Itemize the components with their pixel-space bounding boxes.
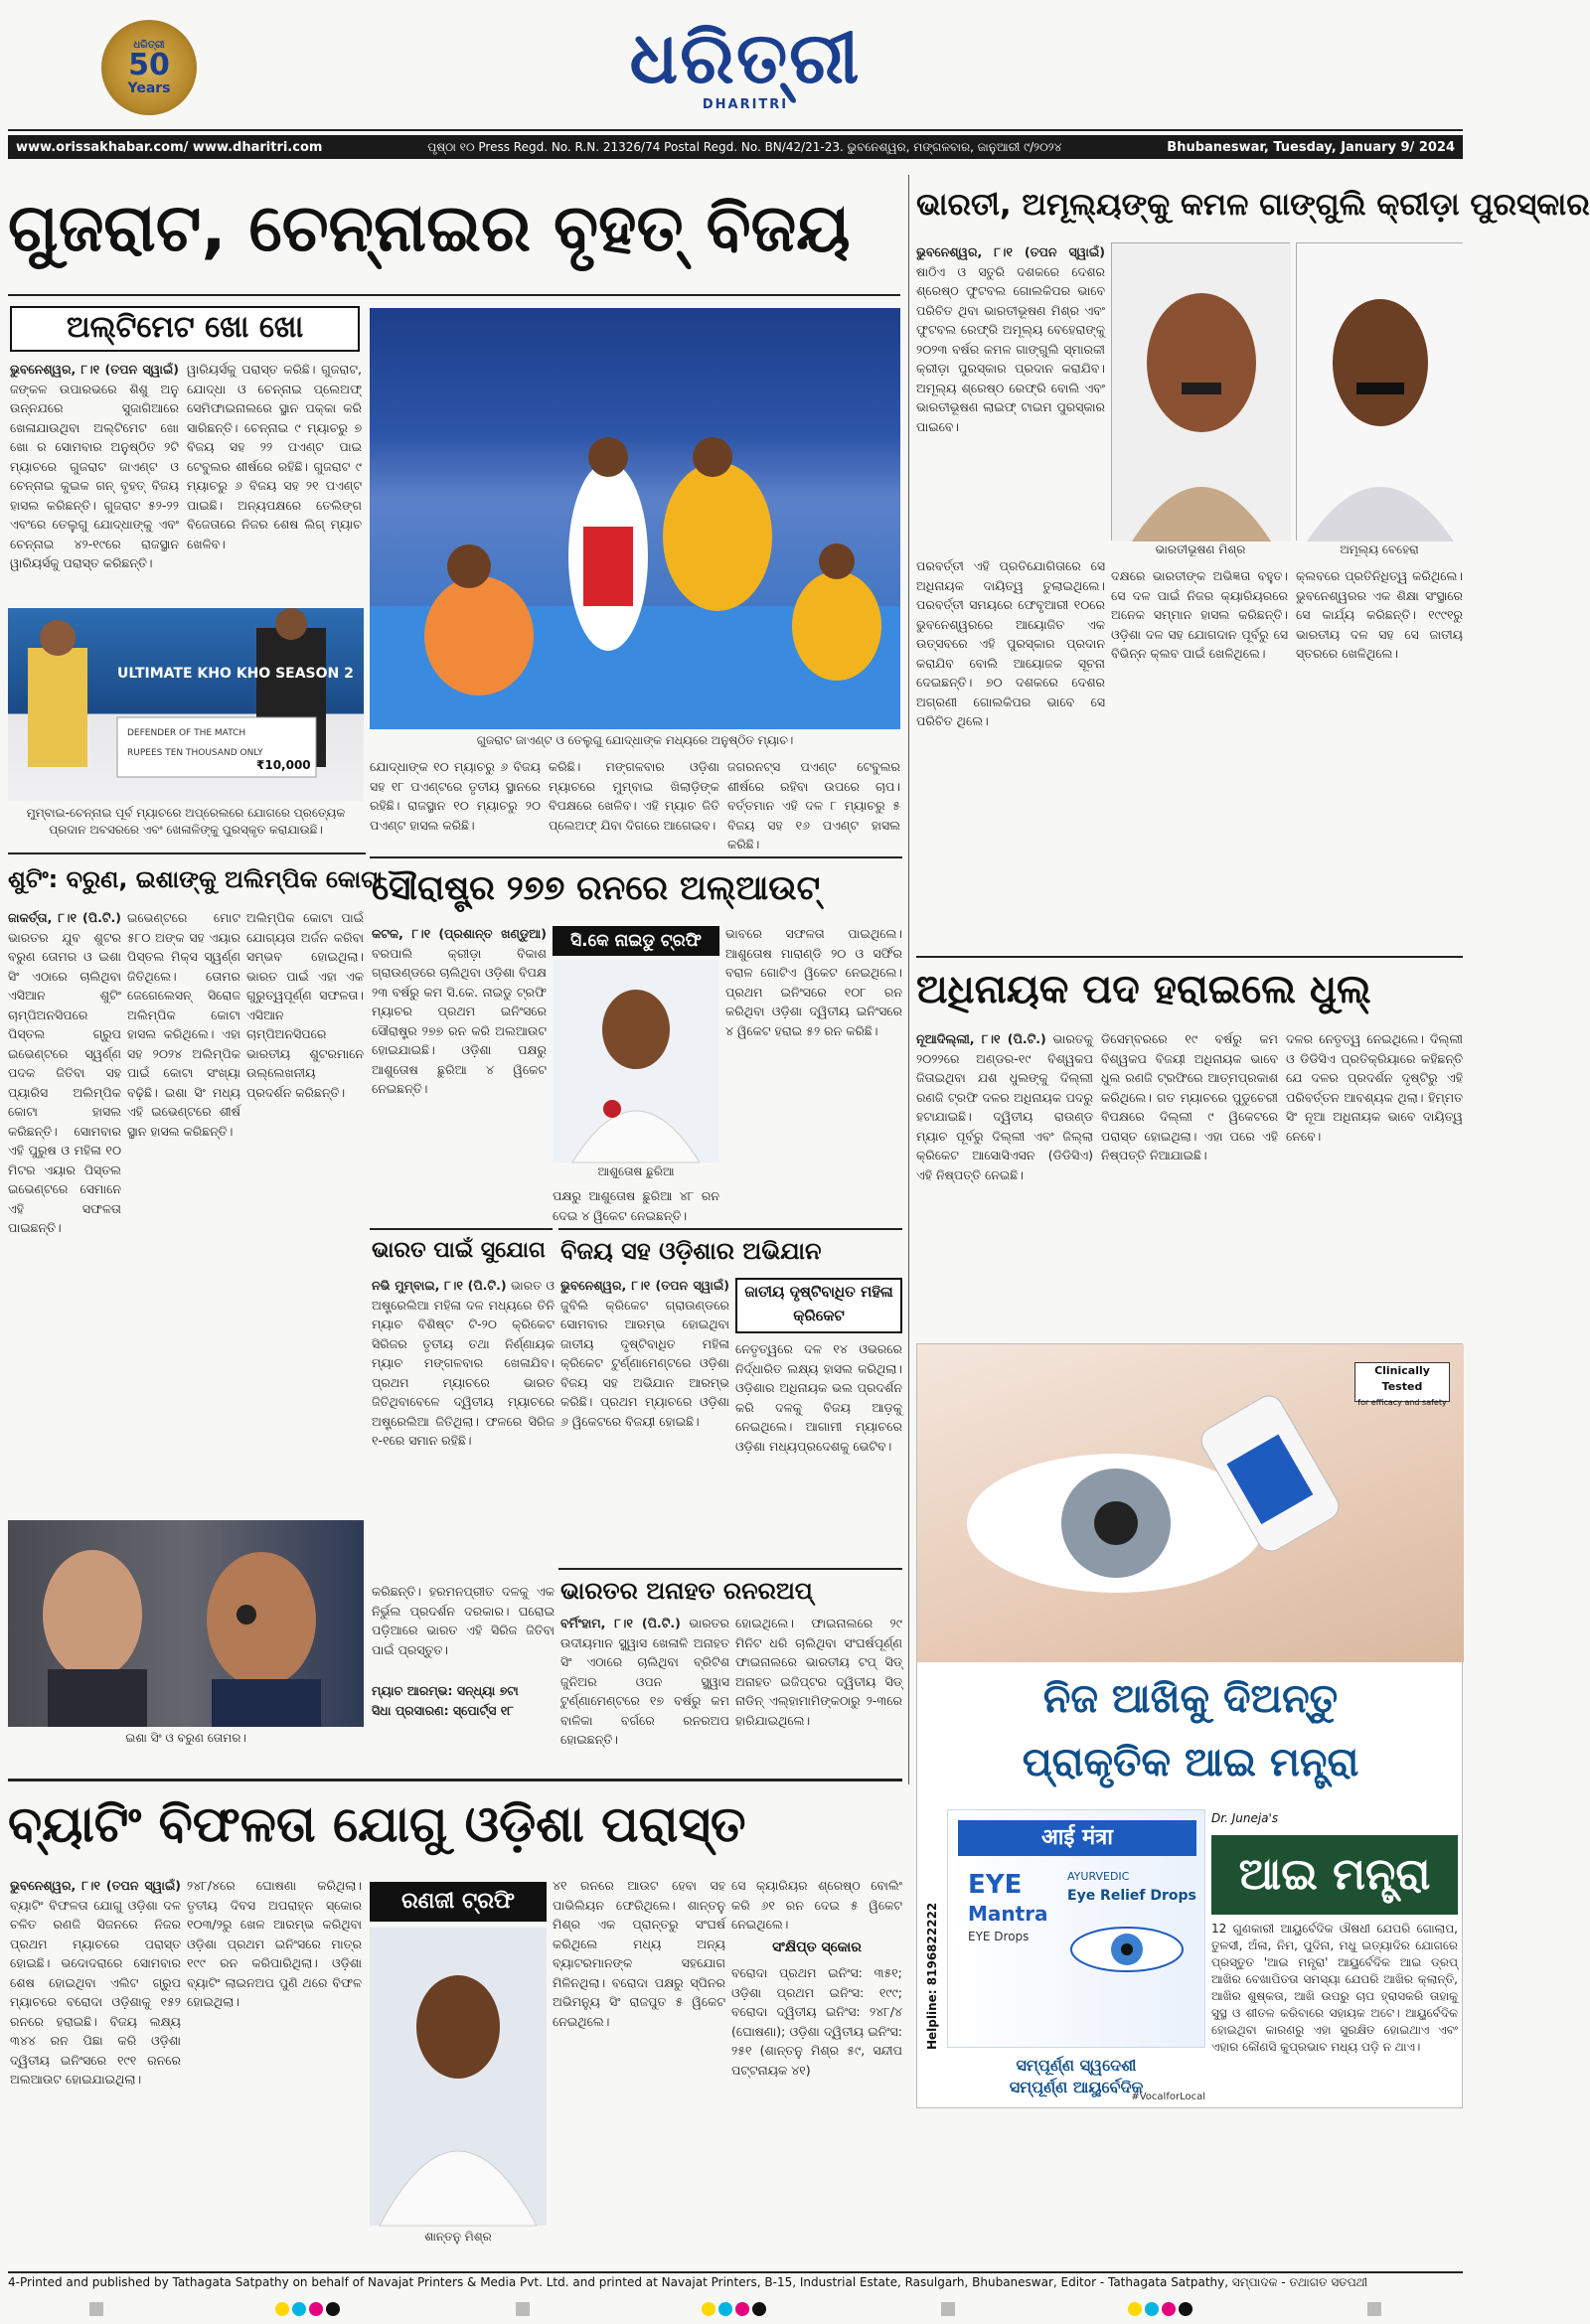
ad-hashtag: #VocalforLocal: [1131, 2092, 1205, 2102]
story2-col1: [916, 242, 1105, 550]
story9-col3: ୪୧ ରନରେ ଆଉଟ ହେବା ସହ ପାଭିଲିୟନ ଫେରିଥିଲେ। ଶାନ୍ତନୁ ମିଶ୍ର ଏକ ପ୍ରାନ୍ତରୁ ସଂଘର୍ଷ କରିଥିଲେ ମଧ୍ୟ ଅନ୍ୟ ବ୍ୟାଟରମାନଙ୍କ ସହଯୋଗ ମିଳିନଥିଲା। ବରୋଦା ପକ୍ଷରୁ ସ୍ପିନର ଅଭିମନ୍ୟୁ ସିଂ ରାଜପୁତ ୫ ୱିକେଟ ନେଇଥିଲେ।: [553, 1878, 725, 2029]
ad-helpline: Helpline: 8196822222: [925, 1902, 939, 2050]
ad-clinical-badge: [1354, 1362, 1450, 1407]
reg-mark-6: [1128, 2301, 1195, 2320]
story3-col3: ଅଲିମ୍ପିକ କୋଟା ପାଇଁ ଯୋଗ୍ୟତା ଅର୍ଜନ କରିବା ସମ୍ଭବ ହୋଇଥିଲା। ଭାରତ ପାଇଁ ଏହା ଏକ ଗୁରୁତ୍ୱପୂର୍ଣ୍ଣ ସଫଳତା। ଏସିଆନ ଚାମ୍ପିଅନସିପରେ ଭାରତୀୟ ଶୁଟରମାନେ ଉଲ୍ଲେଖନୀୟ ପ୍ରଦର୍ଶନ କରିଛନ୍ତି।: [246, 910, 364, 1100]
registration-marks: [89, 2301, 1381, 2319]
ad-footer1: ସମ୍ପୂର୍ଣ୍ଣ ସ୍ୱଦେଶୀ: [1016, 2056, 1137, 2075]
folio-date: Bhubaneswar, Tuesday, January 9/ 2024: [1167, 139, 1455, 155]
story9-photo: [370, 1928, 547, 2226]
story8-rule: [916, 956, 1463, 958]
story2-photo2: [1296, 242, 1463, 541]
story4-col1-text: ବରପାଲି କ୍ରୀଡ଼ା ବିକାଶ ଗ୍ରାଉଣ୍ଡରେ ଚାଲିଥିବା ଓଡ଼ିଶା ବିପକ୍ଷ ୨୩ ବର୍ଷରୁ କମ ସି.କେ. ନାଇଡୁ ଟ୍ରଫି ମ୍ୟାଚର ପ୍ରଥମ ଇନିଂସରେ ସୌରାଷ୍ଟ୍ର ୨୭୭ ରନ କରି ଅଲଆଉଟ ହୋଇଯାଇଛି। ଓଡ଼ିଶା ପକ୍ଷରୁ ଆଶୁତୋଷ ଛୁରିଆ ୪ ୱିକେଟ ନେଇଛନ୍ତି।: [372, 945, 547, 1096]
inset-cheque: RUPEES TEN THOUSAND ONLY: [127, 748, 263, 758]
story9-col1-text: ବ୍ୟାଟିଂ ବିଫଳତା ଯୋଗୁ ଓଡ଼ିଶା ଦଳ ଚଳିତ ରଣଜି ସିଜନରେ ନିଜର ପ୍ରଥମ ମ୍ୟାଚରେ ପରାସ୍ତ ହୋଇଛି। ଭଦୋଦରାରେ ସୋମବାର ଶେଷ ହୋଇଥିବା ଏଲିଟ ଗ୍ରୁପ ମ୍ୟାଚରେ ବରୋଦା ଓଡ଼ିଶାକୁ ୧୫୨ ରନରେ ହରାଇଛି। ବିଜୟ ଲକ୍ଷ୍ୟ ୩୪୪ ରନ ପିଛା କରି ଓଡ଼ିଶା ଦ୍ୱିତୀୟ ଇନିଂସରେ ୧୯୧ ରନରେ ଅଲଆଉଟ ହୋଇଯାଇଥିଲା।: [10, 1897, 181, 2087]
story5-col2: କରିଛନ୍ତି। ହରମନପ୍ରୀତ ଦଳକୁ ଏକ ନିର୍ଭୁଲ ପ୍ରଦର୍ଶନ ଦରକାର। ଘରୋଇ ପଡ଼ିଆରେ ଭାରତ ଏହି ସିରିଜ ଜିତିବା ପାଇଁ ପ୍ରସ୍ତୁତ।: [372, 1584, 555, 1657]
kho-kho-action: [370, 308, 900, 729]
story2-col2: ପରବର୍ତ୍ତୀ ଏହି ପ୍ରତିଯୋଗିତାରେ ସେ ଅଧିନାୟକ ଦାୟିତ୍ୱ ତୁଲାଇଥିଲେ। ପରବର୍ତ୍ତୀ ସମୟରେ ଫେବୃଆରୀ ୧୦ରେ ଭୁବନେଶ୍ୱରରେ ଆୟୋଜିତ ଏକ ଉତ୍ସବରେ ଏହି ପୁରସ୍କାର ପ୍ରଦାନ କରାଯିବ ବୋଲି ଆୟୋଜକ ସୂଚନା ଦେଇଛନ୍ତି। ୭୦ ଦଶକରେ ଦେଶର ଅଗ୍ରଣୀ ଗୋଲକିପର ଭାବେ ସେ ପରିଚିତ ଥିଲେ।: [916, 558, 1105, 728]
story1-inset-photo: [8, 608, 364, 801]
story2-dateline: ଭୁବନେଶ୍ୱର, ୮।୧ (ତପନ ସ୍ୱାଇଁ): [916, 244, 1105, 259]
folio-center: ପୃଷ୍ଠା ୧୦ Press Regd. No. R.N. 21326/74 Postal Regd. No. BN/42/21-23. ଭୁବନେଶ୍ୱର, ମଙ୍ଗଳବାର, ଜାନୁଆରୀ ୯/୨୦୨୪: [427, 139, 1062, 154]
reg-mark-1: [89, 2301, 103, 2320]
story2-photo2-caption: ଅମୂଲ୍ୟ ବେହେରା: [1340, 542, 1419, 556]
story4-photo: [553, 960, 719, 1162]
story4-photo-caption: ଆଶୁତୋଷ ଛୁରିଆ: [597, 1164, 675, 1178]
story5-info2: ସିଧା ପ୍ରସାରଣ: ସ୍ପୋର୍ଟ୍ସ ୧୮: [372, 1703, 514, 1718]
story1-rule: [8, 294, 900, 296]
story4-rule: [370, 856, 902, 858]
ad-tagline1: ନିଜ ଆଖିକୁ ଦିଅନ୍ତୁ: [1042, 1676, 1339, 1722]
story7-headline: ଭାରତର ଅନାହତ ରନରଅପ୍: [560, 1577, 813, 1605]
story1-below-col3: ଜଗରନଟ୍ସ ପଏଣ୍ଟ ଟେବୁଲର ଶୀର୍ଷରେ ରହିବା ଉପରେ ଚାପ। ବର୍ତ୍ତମାନ ଏହି ଦଳ ୮ ମ୍ୟାଚରୁ ୫ ବିଜୟ ସହ ୧୬ ପଏଣ୍ଟ ହାସଲ କରିଛି।: [727, 759, 900, 852]
story7-col2: ହୋଇଥିଲେ। ଫାଇନାଲରେ ୨୯ ମିନିଟ ଧରି ଚାଲିଥିବା ସଂଘର୍ଷପୂର୍ଣ୍ଣ ଫାଇନାଲରେ ଭାରତୀୟ ଟପ୍ ସିଡ୍ ଅନାହତ ଇଜିପ୍ଟର ଦ୍ୱିତୀୟ ସିଡ୍ ନାଡିନ୍ ଏଲ୍‌ହାମାମିଙ୍କଠାରୁ ୨-୩ରେ ହାରିଯାଇଥିଲେ।: [735, 1616, 902, 1728]
story9-score-title: ସଂକ୍ଷିପ୍ତ ସ୍କୋର: [772, 1939, 862, 1955]
story1-below-col2: କରିଛି। ମଙ୍ଗଳବାର ଓଡ଼ିଶା ମ୍ୟାଚରେ ମୁମ୍ବାଇ ଖିଲାଡ଼ିଙ୍କ ବିପକ୍ଷରେ ଖେଳିବ। ଏହି ମ୍ୟାଚ ଜିତି ପ୍ଲେଅଫ୍ ଯିବା ଦିଗରେ ଆଗେଇବ।: [549, 759, 719, 833]
story3-photo: [8, 1520, 364, 1727]
masthead-latin: DHARITRI: [702, 97, 789, 112]
story2-col1-text: ଷାଠିଏ ଓ ସତୁରି ଦଶକରେ ଦେଶର ଶ୍ରେଷ୍ଠ ଫୁଟବଲ ଗୋଲକିପର ଭାବେ ପରିଚିତ ଥିବା ଭାରତୀଭୂଷଣ ମିଶ୍ର ଏବଂ ଫୁଟବଲ ରେଫ୍ରି ଅମୂଲ୍ୟ ବେହେରାଙ୍କୁ ୨୦୨୩ ବର୍ଷର କମଳ ଗାଙ୍ଗୁଲି ସ୍ମାରକୀ କ୍ରୀଡ଼ା ପୁରସ୍କାର ପ୍ରଦାନ କରାଯିବ। ଅମୂଲ୍ୟ ଶ୍ରେଷ୍ଠ ରେଫ୍ରି ବୋଲି ଏବଂ ଭାରତୀଭୂଷଣ ଲାଇଫ୍ ଟାଇମ ପୁରସ୍କାର ପାଇବେ।: [916, 263, 1105, 434]
ad-box-hindi: आई मंत्रा: [958, 1820, 1196, 1856]
story2-col3: ଦକ୍ଷରେ ଭାରତୀଙ୍କ ଅଭିଜ୍ଞତା ବହୁତ। ସେ ଦଳ ପାଇଁ ନିଜର କ୍ୟାରିୟରରେ ଅନେକ ସମ୍ମାନ ହାସଲ କରିଛନ୍ତି। ଓଡ଼ିଶା ଦଳ ସହ ଯୋଗଦାନ ପୂର୍ବରୁ ସେ ବିଭିନ୍ନ କ୍ଲବ ପାଇଁ ଖେଳିଥିଲେ।: [1111, 568, 1288, 661]
ad-tagline2: ପ୍ରାକୃତିକ ଆଇ ମନ୍ତ୍ରା: [1022, 1740, 1359, 1785]
ad-badge-sub: for efficacy and safety: [1357, 1398, 1447, 1407]
badge-years: Years: [127, 79, 171, 96]
folio-bar: [8, 135, 1463, 159]
story4-kicker: ସି.କେ ନାଇଡୁ ଟ୍ରଫି: [553, 926, 719, 956]
story1-main-photo: [370, 308, 900, 729]
story4-byline: (ପ୍ରଶାନ୍ତ ଖଣ୍ଡୁଆ): [438, 926, 547, 941]
story6-col1: [560, 1276, 729, 1566]
ad-box-eye-icon: [1067, 1920, 1187, 1979]
story3-headline: ଶୁଟିଂ: ବରୁଣ, ଇଶାଙ୍କୁ ଅଲିମ୍ପିକ କୋଟା: [8, 865, 384, 893]
reg-mark-3: [516, 2301, 530, 2320]
anniversary-badge: [101, 20, 197, 115]
story3-rule: [8, 852, 366, 854]
masthead-rule: [8, 129, 1463, 131]
story1-inset-caption: ମୁମ୍ବାଇ-ଚେନ୍ନାଇ ପୂର୍ବ ମ୍ୟାଚରେ ଅପ୍ରେଲରେ ଯୋଗରେ ପ୍ରତ୍ୟେକ ପ୍ରଦାନ ଅବସରରେ ଏବଂ ଖେଳାଳିଙ୍କୁ ପୁରସ୍କୃତ କରାଯାଉଛି।: [26, 806, 346, 837]
story9-headline: ବ୍ୟାଟିଂ ବିଫଳତା ଯୋଗୁ ଓଡ଼ିଶା ପରାସ୍ତ: [8, 1795, 746, 1853]
story9-dateline: ଭୁବନେଶ୍ୱର, ୮।୧ (ତପନ ସ୍ୱାଇଁ): [10, 1878, 181, 1893]
shooters-scene: [8, 1520, 364, 1727]
ad-footer2: ସମ୍ପୂର୍ଣ୍ଣ ଆୟୁର୍ବେଦିକ: [1009, 2078, 1144, 2096]
story4-col1: [372, 924, 547, 1222]
story7-rule: [558, 1568, 902, 1570]
award-scene: [8, 608, 364, 801]
story9-score: ବରୋଦା ପ୍ରଥମ ଇନିଂସ: ୩୫୧; ଓଡ଼ିଶା ପ୍ରଥମ ଇନିଂସ: ୧୯୯; ବରୋଦା ଦ୍ୱିତୀୟ ଇନିଂସ: ୨୪୮/୪ (ଘୋଷଣା); ଓଡ଼ିଶା ଦ୍ୱିତୀୟ ଇନିଂସ: ୨୫୧ (ଶାନ୍ତନୁ ମିଶ୍ର ୫୯, ସନ୍ଦୀପ ପଟ୍ଟନାୟକ ୪୧): [731, 1965, 902, 2078]
masthead-name: ଧରିତ୍ରୀ: [629, 15, 862, 99]
story4-col2: ଭାବରେ ସଫଳତା ପାଇଥିଲେ। ଆଶୁତୋଷ ମାରାଣ୍ଡି ୨୦ ଓ ସର୍ଫିର ବରାଳ ଗୋଟିଏ ୱିକେଟ ନେଇଥିଲେ। ପ୍ରଥମ ଇନିଂସରେ ୧୦୮ ରନ କରିଥିବା ଓଡ଼ିଶା ଦ୍ୱିତୀୟ ଇନିଂସରେ ୪ ୱିକେଟ ହରାଇ ୫୨ ରନ କରିଛି।: [725, 926, 902, 1038]
reg-mark-7: [1367, 2301, 1381, 2320]
story8-col1-text: ଭାରତକୁ ୨୦୨୨ରେ ଅଣ୍ଡର-୧୯ ବିଶ୍ୱକପ ଜିତାଇଥିବା ଯଶ ଧୁଲଙ୍କୁ ଦିଲ୍ଲୀ ରଣଜି ଟ୍ରଫି ଦଳର ଅଧିନାୟକ ପଦରୁ ହଟାଯାଇଛି। ଦ୍ୱିତୀୟ ରାଉଣ୍ଡ ମ୍ୟାଚ ପୂର୍ବରୁ ଦିଲ୍ଲୀ ଏବଂ ଜିଲ୍ଲା କ୍ରିକେଟ ଆସୋସିଏସନ (ଡିଡିସିଏ) ଏହି ନିଷ୍ପତ୍ତି ନେଇଛି।: [916, 1031, 1093, 1182]
inset-banner: DEFENDER OF THE MATCH: [127, 728, 246, 738]
ad-badge-title: Clinically Tested: [1374, 1364, 1430, 1393]
ad-body: 12 ଗୁଣକାରୀ ଆୟୁର୍ବେଦିକ ଔଷଧୀ ଯେପରି ଗୋଲାପ, ତୁଳସୀ, ଅଁଳା, ନିମ, ପୁଦିନା, ମଧୁ ଇତ୍ୟାଦିର ଯୋଗରେ ପ୍ରସ୍ତୁତ 'ଆଇ ମନ୍ତ୍ରା' ଆୟୁର୍ବେଦିକ ଆଇ ଡ୍ରପ୍ ଆଖିର ବେଖାପିତତା ସମସ୍ୟା ଯେପରି ଆଖିର କ୍ଲାନ୍ତି, ଆଖିର ଶୁଷ୍କତା, ଆଖି ଉପରୁ ଚାପ ହ୍ରାସକରି ତାହାକୁ ସୁସ୍ଥ ଓ ଶୀତଳ କରିବାରେ ସହାୟକ ଅଟେ। ଆୟୁର୍ବେଦିକ ହୋଇଥିବା କାରଣରୁ ଏହା ସୁରକ୍ଷିତ ହୋଇଥାଏ ଏବଂ ଏହାର କୌଣସି କୁପ୍ରଭାବ ମଧ୍ୟ ପଡ଼ି ନ ଥାଏ।: [1211, 1922, 1458, 2054]
story9-col1: [10, 1876, 181, 2265]
story5-col1-text: ଭାରତ ଓ ଅଷ୍ଟ୍ରେଲିଆ ମହିଳା ଦଳ ମଧ୍ୟରେ ତିନି ମ୍ୟାଚ ବିଶିଷ୍ଟ ଟି-୨୦ କ୍ରିକେଟ ସିରିଜର ତୃତୀୟ ତଥା ନିର୍ଣ୍ଣାୟକ ମ୍ୟାଚ ମଙ୍ଗଳବାର ଖେଳାଯିବ। ପ୍ରଥମ ମ୍ୟାଚରେ ଭାରତ ଜିତିଥିବାବେଳେ ଦ୍ୱିତୀୟ ମ୍ୟାଚରେ ଅଷ୍ଟ୍ରେଲିଆ ଜିତିଥିଲା। ଫଳରେ ସିରିଜ ୧-୧ରେ ସମାନ ରହିଛି।: [372, 1278, 556, 1448]
ad-box-desc: Eye Relief Drops: [1067, 1888, 1196, 1904]
masthead-logo: [596, 15, 894, 117]
story9-photo-caption: ଶାନ୍ତନୁ ମିଶ୍ର: [424, 2230, 492, 2244]
story1-kicker: ଅଲ୍ଟିମେଟ ଖୋ ଖୋ: [10, 306, 360, 352]
imprint-text: 4-Printed and published by Tathagata Satpathy on behalf of Navajat Printers & Media Pvt. Ltd. and printed at Navajat Printers, B-15, Industrial Estate, Rasulgarh, Bhubaneswar, Editor - Tathagata Satpathy, ସମ୍ପାଦକ - ତଥାଗତ ସତପଥୀ: [8, 2275, 1368, 2289]
page-column-rule: [908, 175, 909, 1784]
cricketer-portrait: [553, 960, 719, 1162]
badge-number: 50: [128, 47, 170, 82]
ad-product-box: [947, 1809, 1205, 2048]
story5-headline: ଭାରତ ପାଇଁ ସୁଯୋଗ: [372, 1238, 546, 1263]
story6-col1-text: ଜୁବିଲି କ୍ରିକେଟ ଗ୍ରାଉଣ୍ଡରେ ସୋମବାର ଆରମ୍ଭ ହୋଇଥିବା ଜାତୀୟ ଦୃଷ୍ଟିବାଧିତ ମହିଳା କ୍ରିକେଟ ଟୁର୍ଣ୍ଣାମେଣ୍ଟରେ ଓଡ଼ିଶା ବିଜୟ ସହ ଅଭିଯାନ ଆରମ୍ଭ କରିଛି। ପ୍ରଥମ ମ୍ୟାଚରେ ଓଡ଼ିଶା ୬ ୱିକେଟରେ ବିଜୟୀ ହୋଇଛି।: [560, 1297, 729, 1429]
story5-col1: [372, 1276, 555, 1578]
inset-amount: ₹10,000: [256, 758, 311, 772]
imprint-rule: [8, 2271, 1463, 2273]
story2-headline: ଭାରତୀ, ଅମୂଲ୍ୟଙ୍କୁ କମଳ ଗାଙ୍ଗୁଲି କ୍ରୀଡ଼ା ପୁରସ୍କାର: [916, 187, 1590, 223]
ad-box-mantra: Mantra: [968, 1902, 1048, 1926]
story1-below-col1: ଯୋଦ୍ଧାଙ୍କ ୧୦ ମ୍ୟାଚରୁ ୬ ବିଜୟ ସହ ୧୮ ପଏଣ୍ଟରେ ତୃତୀୟ ସ୍ଥାନରେ ରହିଛି। ରାଜସ୍ଥାନ ୧୦ ମ୍ୟାଚରୁ ୨୦ ପଏଣ୍ଟ ହାସଲ କରିଛି।: [370, 759, 541, 833]
story3-photo-caption: ଇଶା ସିଂ ଓ ବରୁଣ ତୋମର।: [125, 1731, 246, 1745]
story8-col1: [916, 1029, 1093, 1317]
story8-dateline: ନୂଆଦିଲ୍ଲୀ, ୮।୧ (ପି.ଟି.): [916, 1031, 1046, 1046]
inset-brand: ULTIMATE KHO KHO SEASON 2: [117, 666, 354, 682]
story1-headline: ଗୁଜରାଟ, ଚେନ୍ନାଇର ବୃହତ୍ ବିଜୟ: [8, 190, 851, 266]
story7-col1: [560, 1614, 729, 1763]
story6-rule: [558, 1228, 902, 1230]
story5-dateline: ନଭି ମୁମ୍ବାଇ, ୮।୧ (ପି.ଟି.): [372, 1278, 507, 1293]
story5-info1: ମ୍ୟାଚ ଆରମ୍ଭ: ସନ୍ଧ୍ୟା ୭ଟା: [372, 1683, 519, 1698]
story2-col4: କ୍ଲବରେ ପ୍ରତିନିଧିତ୍ୱ କରିଥିଲେ। ଭୁବନେଶ୍ୱରର ଏକ ଶିକ୍ଷା ସଂସ୍ଥାରେ ସେ କାର୍ଯ୍ୟ କରିଛନ୍ତି। ୧୯୯୧ରୁ ଭାରତୀୟ ଦଳ ସହ ସେ ଜାତୀୟ ସ୍ତରରେ ଖେଳିଥିଲେ।: [1296, 568, 1463, 661]
story9-kicker: ରଣଜୀ ଟ୍ରଫି: [370, 1882, 547, 1922]
story2-photo1-caption: ଭାରତୀଭୂଷଣ ମିଶ୍ର: [1155, 542, 1246, 556]
story9-rule: [8, 1779, 902, 1782]
story3-col1: [8, 908, 121, 1514]
story2-photo1: [1111, 242, 1290, 541]
story8-col3: ଦଳର ନେତୃତ୍ୱ ନେଇଥିଲେ। ଦିଲ୍ଲୀ ଓ ଡିଡିସିଏ ପ୍ରତିକ୍ରିୟାରେ କହିଛନ୍ତି ଯେ ଦଳର ପ୍ରଦର୍ଶନ ଦୃଷ୍ଟିରୁ ଏହି ପରିବର୍ତ୍ତନ ଆବଶ୍ୟକ ଥିଲା। ହିମ୍ମତ ସିଂ ନୂଆ ଅଧିନାୟକ ଭାବେ ଦାୟିତ୍ୱ ନେବେ।: [1286, 1031, 1463, 1144]
ad-brand-prefix: Dr. Juneja's: [1211, 1811, 1279, 1825]
folio-website[interactable]: www.orissakhabar.com/ www.dharitri.com: [16, 139, 323, 155]
story6-headline: ବିଜୟ ସହ ଓଡ଼ିଶାର ଅଭିଯାନ: [560, 1237, 822, 1265]
ad-box-sub: EYE Drops: [968, 1930, 1030, 1943]
portrait-bharati: [1112, 243, 1291, 542]
story7-col1-text: ଭାରତର ଉଦୀୟମାନ ସ୍କ୍ୱାସ ଖେଳାଳି ଅନାହତ ସିଂ ଏଠାରେ ଚାଲିଥିବା ବ୍ରିଟିଶ ଜୁନିଅର ଓପନ ସ୍କ୍ୱାସ ଟୁର୍ଣ୍ଣାମେଣ୍ଟରେ ୧୭ ବର୍ଷରୁ କମ ବାଳିକା ବର୍ଗରେ ରନରଅପ ହୋଇଛନ୍ତି।: [560, 1616, 729, 1747]
reg-mark-2: [275, 2301, 343, 2320]
story4-dateline: କଟକ, ୮।୧: [372, 926, 431, 941]
batsman-portrait: [370, 1928, 547, 2226]
story1-main-caption: ଗୁଜରାଟ ଜାଏଣ୍ଟ ଓ ତେଲୁଗୁ ଯୋଦ୍ଧାଙ୍କ ମଧ୍ୟରେ ଅନୁଷ୍ଠିତ ମ୍ୟାଚ।: [476, 733, 794, 747]
story1-col1-text: ଜଙ୍କଳ ଉପାରଭରେ ଶିଶୁ ଅନୁ ଉନ୍ନଯରେ ସୁଜାଗିଆରେ ଖେଳାଯାଉଥିବା ଅଲ୍ଟିମେଟ ଖୋ ଖୋ ର ସୋମବାର ଅନୁଷ୍ଠିତ ୨ଟି ମ୍ୟାଚରେ ଗୁଜରାଟ ଜାଏଣ୍ଟ ଓ ଚେନ୍ନାଇ କୁଇକ ଗନ୍ ବୃହତ୍ ବିଜୟ ହାସଲ କରିଛନ୍ତି। ଗୁଜରାଟ ୫୨-୨୨ ଏବଂରେ ତେଲୁଗୁ ଯୋଦ୍ଧାଙ୍କୁ ଏବଂ ଚେନ୍ନାଇ ୪୨-୧୯ରେ ରାଜସ୍ଥାନ ୱାରିୟର୍ସକୁ ପରାସ୍ତ କରିଛନ୍ତି।: [10, 381, 179, 570]
story9-col4: ସେ କ୍ୟାରିୟର ଶ୍ରେଷ୍ଠ ବୋଲିଂ କରି ୬୧ ରନ ଦେଇ ୫ ୱିକେଟ ନେଇଥିଲେ।: [731, 1878, 902, 1932]
story8-col2: ଡିସେମ୍ବରରେ ୧୯ ବର୍ଷରୁ କମ ବିଶ୍ୱକପ ବିଜୟୀ ଅଧିନାୟକ ଭାବେ ଧୁଲ ରଣଜି ଟ୍ରଫିରେ ଆତ୍ମପ୍ରକାଶ କରିଥିଲେ। ଗତ ମ୍ୟାଚରେ ପୁଡୁଚେରୀ ବିପକ୍ଷରେ ଦିଲ୍ଲୀ ୯ ୱିକେଟରେ ପରାସ୍ତ ହୋଇଥିଲା। ଏହା ପରେ ଏହି ନିଷ୍ପତ୍ତି ନିଆଯାଇଛି।: [1101, 1031, 1278, 1162]
story9-col2: ୨୪୮/୪ରେ ଘୋଷଣା କରିଥିଲା। ତୃତୀୟ ଦିବସ ଅପରାହ୍ନ ସ୍କୋର ୧୦୩/୨ରୁ ଖେଳ ଆରମ୍ଭ କରିଥିବା ଓଡ଼ିଶା ପ୍ରଥମ ଇନିଂସରେ ମାତ୍ର ୧୯୯ ରନ କରିପାରିଥିଲା। ଓଡ଼ିଶା ବ୍ୟାଟିଂ ଲାଇନଅପ ପୁଣି ଥରେ ବିଫଳ ହୋଇଥିଲା।: [187, 1878, 362, 2009]
story4-tail: ପକ୍ଷରୁ ଆଶୁତୋଷ ଛୁରିଆ ୪୮ ରନ ଦେଇ ୪ ୱିକେଟ ନେଇଛନ୍ତି।: [553, 1188, 719, 1223]
story4-headline: ସୌରାଷ୍ଟ୍ର ୨୭୭ ରନରେ ଅଲ୍ଆଉଟ୍: [372, 868, 821, 908]
story7-dateline: ବର୍ମିଂହାମ, ୮।୧ (ପି.ଟି.): [560, 1616, 681, 1630]
story1-col2: ୱାରିୟର୍ସକୁ ପରାସ୍ତ କରିଛି। ଗୁଜରାଟ, ଯୋଦ୍ଧା ଓ ଚେନ୍ନାଇ ପ୍ଲେଅଫ୍ ସେମିଫାଇନାଲରେ ସ୍ଥାନ ପକ୍କା କରି ସାରିଛନ୍ତି। ଚେନ୍ନାଇ ୯ ମ୍ୟାଚରୁ ୭ ବିଜୟ ସହ ୨୨ ପଏଣ୍ଟ ପାଇ ଟେବୁଲର ଶୀର୍ଷରେ ରହିଛି। ଗୁଜରାଟ ୯ ମ୍ୟାଚରୁ ୬ ବିଜୟ ସହ ୨୧ ପଏଣ୍ଟ ପାଇଛି। ଅନ୍ୟପକ୍ଷରେ ତେଲିଙ୍ଗ ବିଜେତାରେ ନିଜର ଶେଷ ଲିଗ୍ ମ୍ୟାଚ ଖେଳିବ।: [187, 362, 362, 551]
ad-brand-name: ଆଇ ମନ୍ତ୍ରା: [1211, 1835, 1458, 1915]
ad-box-ayur: AYURVEDIC: [1067, 1870, 1130, 1883]
story1-dateline: ଭୁବନେଶ୍ୱର, ୮।୧ (ତପନ ସ୍ୱାଇଁ): [10, 362, 179, 377]
story8-headline: ଅଧିନାୟକ ପଦ ହରାଇଲେ ଧୁଲ୍: [916, 967, 1371, 1012]
story6-col2: ନେତୃତ୍ୱରେ ଦଳ ୧୪ ଓଭରରେ ନିର୍ଦ୍ଧାରିତ ଲକ୍ଷ୍ୟ ହାସଲ କରିଥିଲା। ଓଡ଼ିଶାର ଅଧିନାୟକ ଭଲ ପ୍ରଦର୍ଶନ କରି ଦଳକୁ ବିଜୟ ଆଡ଼କୁ ନେଇଥିଲେ। ଆଗାମୀ ମ୍ୟାଚରେ ଓଡ଼ିଶା ମଧ୍ୟପ୍ରଦେଶକୁ ଭେଟିବ।: [735, 1341, 902, 1454]
portrait-amulya: [1297, 243, 1464, 542]
reg-mark-5: [941, 2301, 955, 2320]
story6-kicker: ଜାତୀୟ ଦୃଷ୍ଟିବାଧିତ ମହିଳା କ୍ରିକେଟ: [735, 1278, 902, 1333]
badge-top: ଧରିତ୍ରୀ: [133, 39, 165, 51]
story3-dateline: ଜାକର୍ତ୍ତା, ୮।୧ (ପି.ଟି.): [8, 910, 121, 925]
story6-dateline: ଭୁବନେଶ୍ୱର, ୮।୧ (ତପନ ସ୍ୱାଇଁ): [560, 1278, 729, 1293]
story1-col1: [10, 360, 179, 622]
story3-col1-text: ଭାରତର ଯୁବ ଶୁଟର ବରୁଣ ତୋମର ଓ ଇଶା ସିଂ ଏଠାରେ ଚାଲିଥିବା ଏସିଆନ ଶୁଟିଂ ଚାମ୍ପିଅନସିପରେ ପିସ୍ତଲ ଗ୍ରୁପ ଇଭେଣ୍ଟରେ ସ୍ୱର୍ଣ୍ଣ ପଦକ ଜିତିବା ସହ ପ୍ୟାରିସ ଅଲିମ୍ପିକ କୋଟା ହାସଲ କରିଛନ୍ତି। ସୋମବାର ଏହି ପୁରୁଷ ଓ ମହିଳା ୧୦ ମିଟର ଏୟାର ପିସ୍ତଲ ଇଭେଣ୍ଟରେ ସେମାନେ ଏହି ସଫଳତା ପାଇଛନ୍ତି।: [8, 929, 121, 1235]
story5-rule: [370, 1228, 553, 1230]
eye-mantra-ad[interactable]: [916, 1343, 1463, 2108]
reg-mark-4: [702, 2301, 769, 2320]
story3-col2: ଇଭେଣ୍ଟରେ ମୋଟ ୫୮୦ ଅଙ୍କ ସହ ଏୟାର ପିସ୍ତଲ ମିକ୍ସ ସ୍ୱର୍ଣ୍ଣ ଜିତିଥିଲେ। ତୋମର ଜେଗେଲେସନ୍ ସିରୋଜ ଅଲିମ୍ପିକ କୋଟା ହାସଲ କରିଥିଲେ। ଏହା ସହ ୨୦୨୪ ଅଲିମ୍ପିକ ପାଇଁ କୋଟା ସଂଖ୍ୟା ବଢ଼ିଛି। ଇଶା ସିଂ ମଧ୍ୟ ଏହି ଇଭେଣ୍ଟରେ ଶୀର୍ଷ ସ୍ଥାନ ହାସଲ କରିଛନ୍ତି।: [127, 910, 240, 1139]
ad-box-eye: EYE: [968, 1870, 1023, 1900]
